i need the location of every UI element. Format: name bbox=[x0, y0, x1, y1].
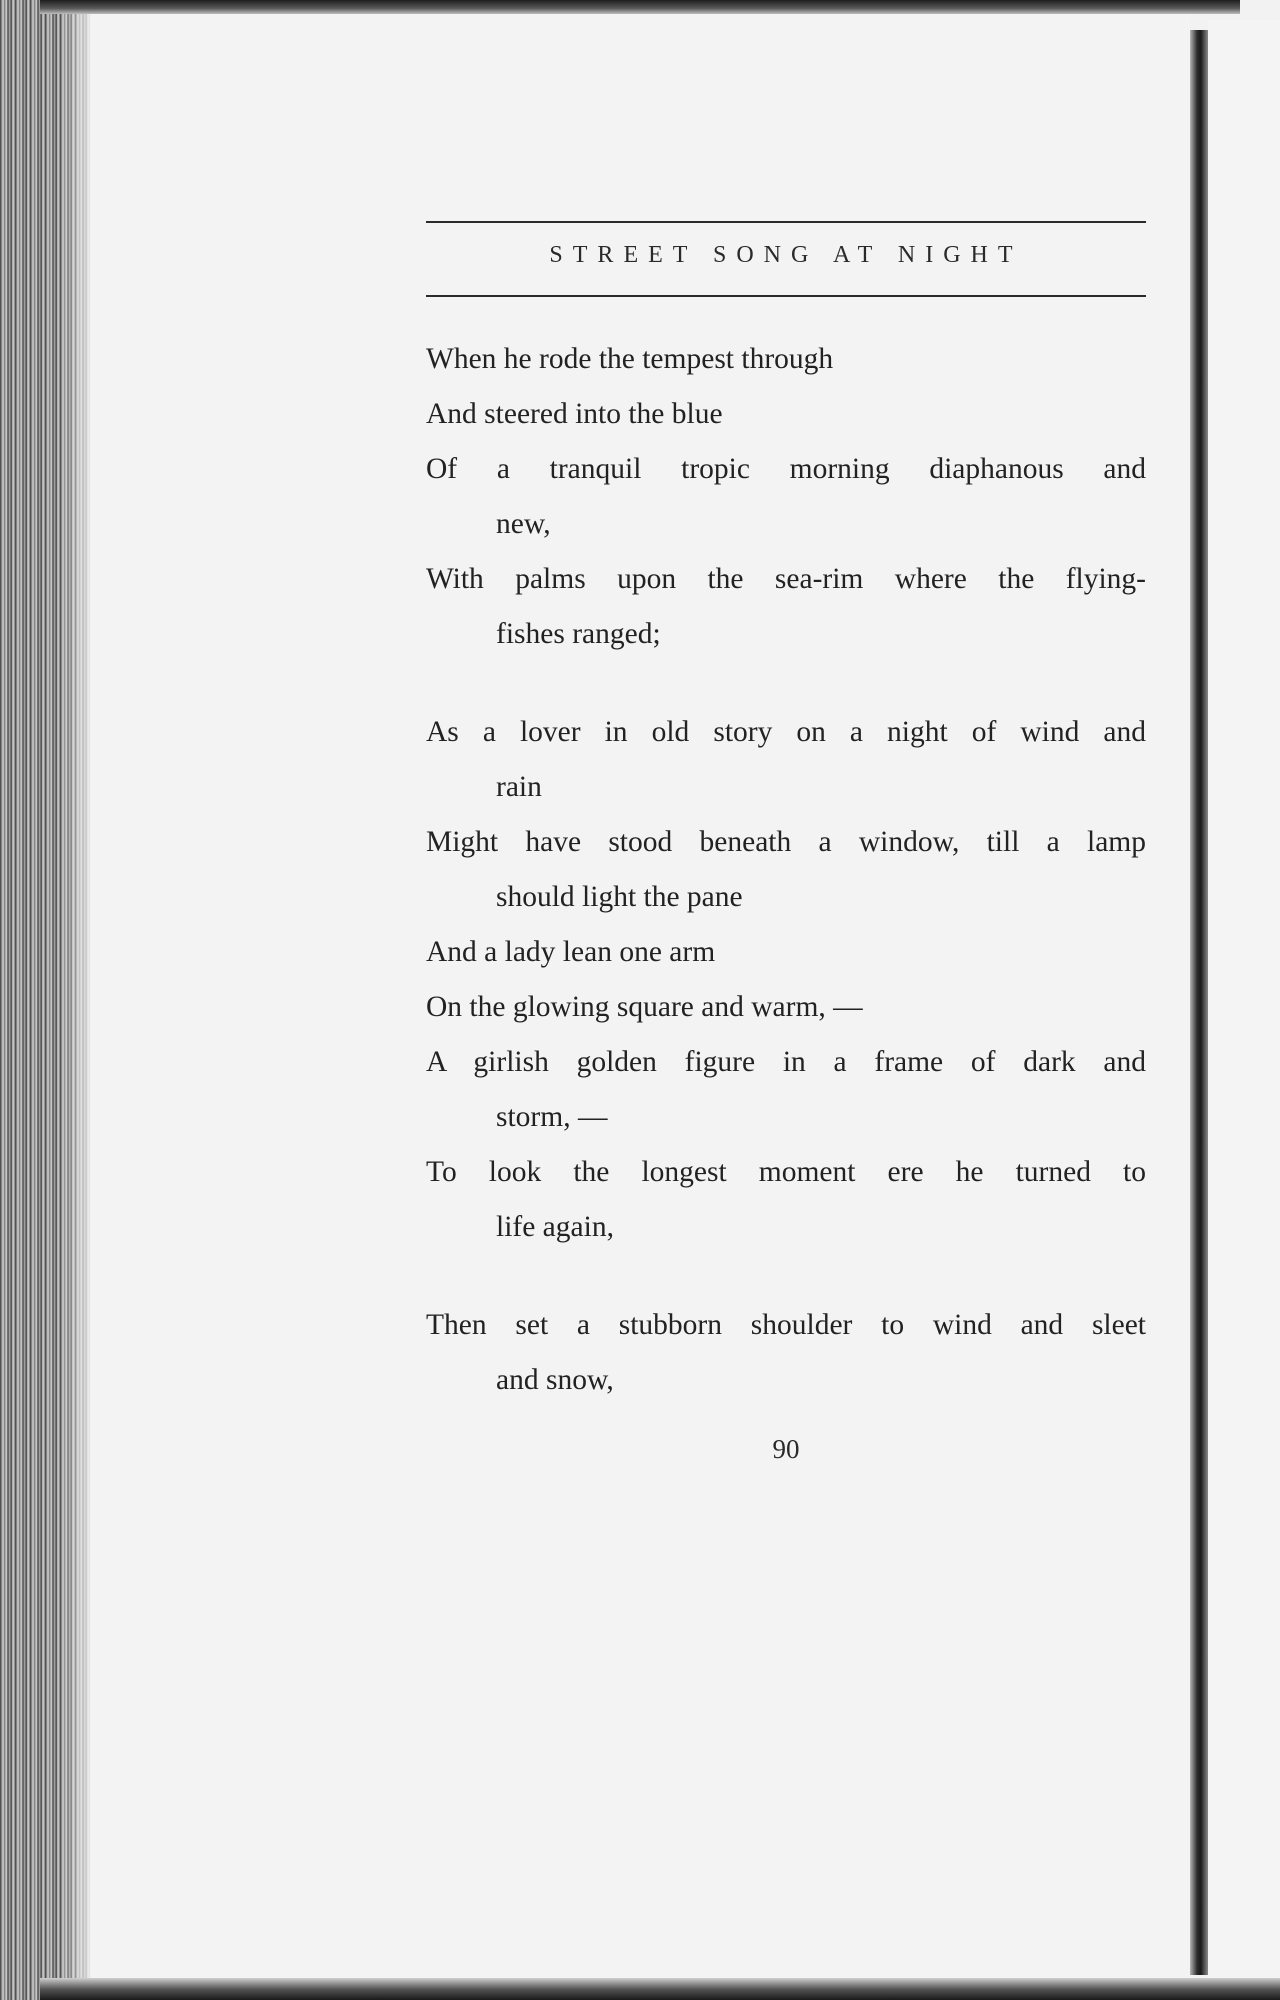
poem-line: As a lover in old story on a night of wind and bbox=[426, 716, 1146, 748]
poem-line-continuation: life again, bbox=[496, 1211, 614, 1243]
page-number: 90 bbox=[772, 1434, 800, 1464]
poem-line: Then set a stubborn shoulder to wind and sleet bbox=[426, 1309, 1146, 1341]
poem-line: And a lady lean one arm bbox=[426, 936, 716, 968]
page-gutter bbox=[1190, 30, 1208, 1975]
bottom-page-edge bbox=[40, 1978, 1280, 2000]
top-binding-edge bbox=[40, 0, 1240, 14]
poem-line: With palms upon the sea-rim where the flying- bbox=[426, 563, 1146, 595]
book-page bbox=[90, 14, 1190, 1978]
poem-line: Might have stood beneath a window, till a lamp bbox=[426, 826, 1146, 858]
poem-line: To look the longest moment ere he turned to bbox=[426, 1156, 1146, 1188]
poem-line-continuation: rain bbox=[496, 771, 542, 803]
poem-body bbox=[426, 332, 1146, 1451]
poem-line-continuation: fishes ranged; bbox=[496, 618, 661, 650]
stanza bbox=[426, 705, 1146, 1255]
poem-line: A girlish golden figure in a frame of dark and bbox=[426, 1046, 1146, 1078]
page-edge bbox=[0, 0, 90, 2000]
poem-line: Of a tranquil tropic morning diaphanous and bbox=[426, 453, 1146, 485]
header-rule-bottom bbox=[426, 295, 1146, 297]
poem-line-continuation: storm, — bbox=[496, 1101, 608, 1133]
poem-line: When he rode the tempest through bbox=[426, 343, 834, 375]
facing-page-edge bbox=[1208, 20, 1280, 1978]
stanza bbox=[426, 1298, 1146, 1408]
poem-line-continuation: new, bbox=[496, 508, 551, 540]
running-head: STREET SONG AT NIGHT bbox=[549, 242, 1023, 268]
poem-line-continuation: and snow, bbox=[496, 1364, 614, 1396]
header-rule-top bbox=[426, 221, 1146, 223]
stanza bbox=[426, 332, 1146, 662]
poem-line: On the glowing square and warm, — bbox=[426, 991, 863, 1023]
poem-line-continuation: should light the pane bbox=[496, 881, 743, 913]
poem-line: And steered into the blue bbox=[426, 398, 723, 430]
